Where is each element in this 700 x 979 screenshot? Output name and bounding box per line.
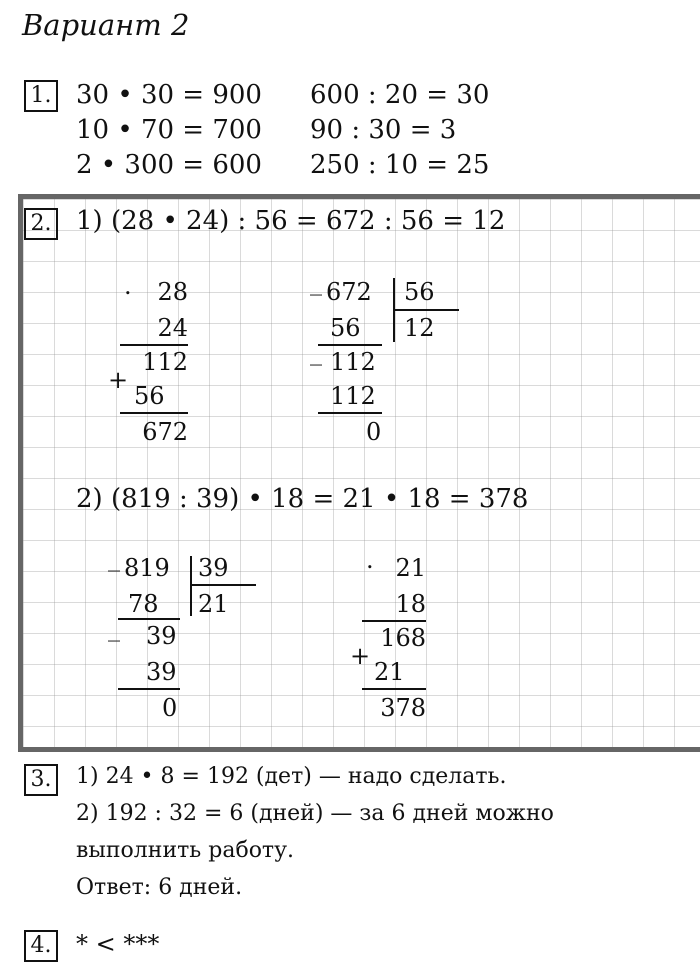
task-1-number: 1. [24, 80, 58, 112]
minus-sign: _ [108, 614, 120, 642]
divider-line [318, 344, 382, 346]
task-4-number: 4. [24, 930, 58, 962]
task-3-line-3: выполнить работу. [76, 838, 295, 863]
remainder-step: 112 [330, 348, 376, 376]
divider-line [118, 618, 180, 620]
divisor: 39 [198, 554, 229, 582]
mult-dot: . [366, 546, 374, 574]
task-1-right-line-1: 600 : 20 = 30 [310, 80, 490, 110]
partial-product-2: 21 [374, 658, 405, 686]
divider-line [120, 412, 188, 414]
page-title: Вариант 2 [22, 8, 190, 42]
minus-sign: _ [310, 338, 322, 366]
subtrahend-2: 112 [330, 382, 376, 410]
task-2-line-2: 2) (819 : 39) • 18 = 21 • 18 = 378 [76, 484, 529, 514]
task-3-number: 3. [24, 764, 58, 796]
divider-line [362, 688, 426, 690]
multiplicand: 28 [157, 278, 188, 306]
minus-sign: _ [310, 268, 322, 296]
partial-product-2: 56 [134, 382, 165, 410]
divisor: 56 [404, 278, 435, 306]
divider-line [318, 412, 382, 414]
task-3-line-1: 1) 24 • 8 = 192 (дет) — надо сделать. [76, 764, 507, 789]
minus-sign: _ [108, 544, 120, 572]
task-2-line-1: 1) (28 • 24) : 56 = 672 : 56 = 12 [76, 206, 506, 236]
quotient-line [393, 309, 459, 311]
product-result: 378 [380, 694, 426, 722]
partial-product-1: 112 [142, 348, 188, 376]
division-bar [190, 556, 192, 616]
quotient: 12 [404, 314, 435, 342]
task-4-text: * < *** [76, 930, 160, 958]
multiplier: 24 [157, 314, 188, 342]
subtrahend-1: 56 [330, 314, 361, 342]
mult-dot: . [124, 272, 132, 300]
divider-line [118, 688, 180, 690]
multiplier: 18 [395, 590, 426, 618]
divider-line [362, 620, 426, 622]
multiplicand: 21 [395, 554, 426, 582]
task-1-right-line-3: 250 : 10 = 25 [310, 150, 490, 180]
dividend: 672 [326, 278, 372, 306]
task-3-line-2: 2) 192 : 32 = 6 (дней) — за 6 дней можно [76, 801, 554, 826]
subtrahend-2: 39 [146, 658, 177, 686]
quotient-line [190, 584, 256, 586]
subtrahend-1: 78 [128, 590, 159, 618]
partial-product-1: 168 [380, 624, 426, 652]
quotient: 21 [198, 590, 229, 618]
task-1-left-line-3: 2 • 300 = 600 [76, 150, 262, 180]
divider-line [120, 344, 188, 346]
task-2-number: 2. [24, 208, 58, 240]
remainder: 0 [366, 418, 382, 446]
remainder-step: 39 [146, 622, 177, 650]
task-1-left-line-1: 30 • 30 = 900 [76, 80, 262, 110]
plus-sign: + [108, 366, 129, 394]
product-result: 672 [142, 418, 188, 446]
task-1-right-line-2: 90 : 30 = 3 [310, 115, 457, 145]
dividend: 819 [124, 554, 170, 582]
plus-sign: + [350, 642, 371, 670]
task-1-left-line-2: 10 • 70 = 700 [76, 115, 262, 145]
task-3-answer: Ответ: 6 дней. [76, 875, 243, 900]
remainder: 0 [162, 694, 178, 722]
